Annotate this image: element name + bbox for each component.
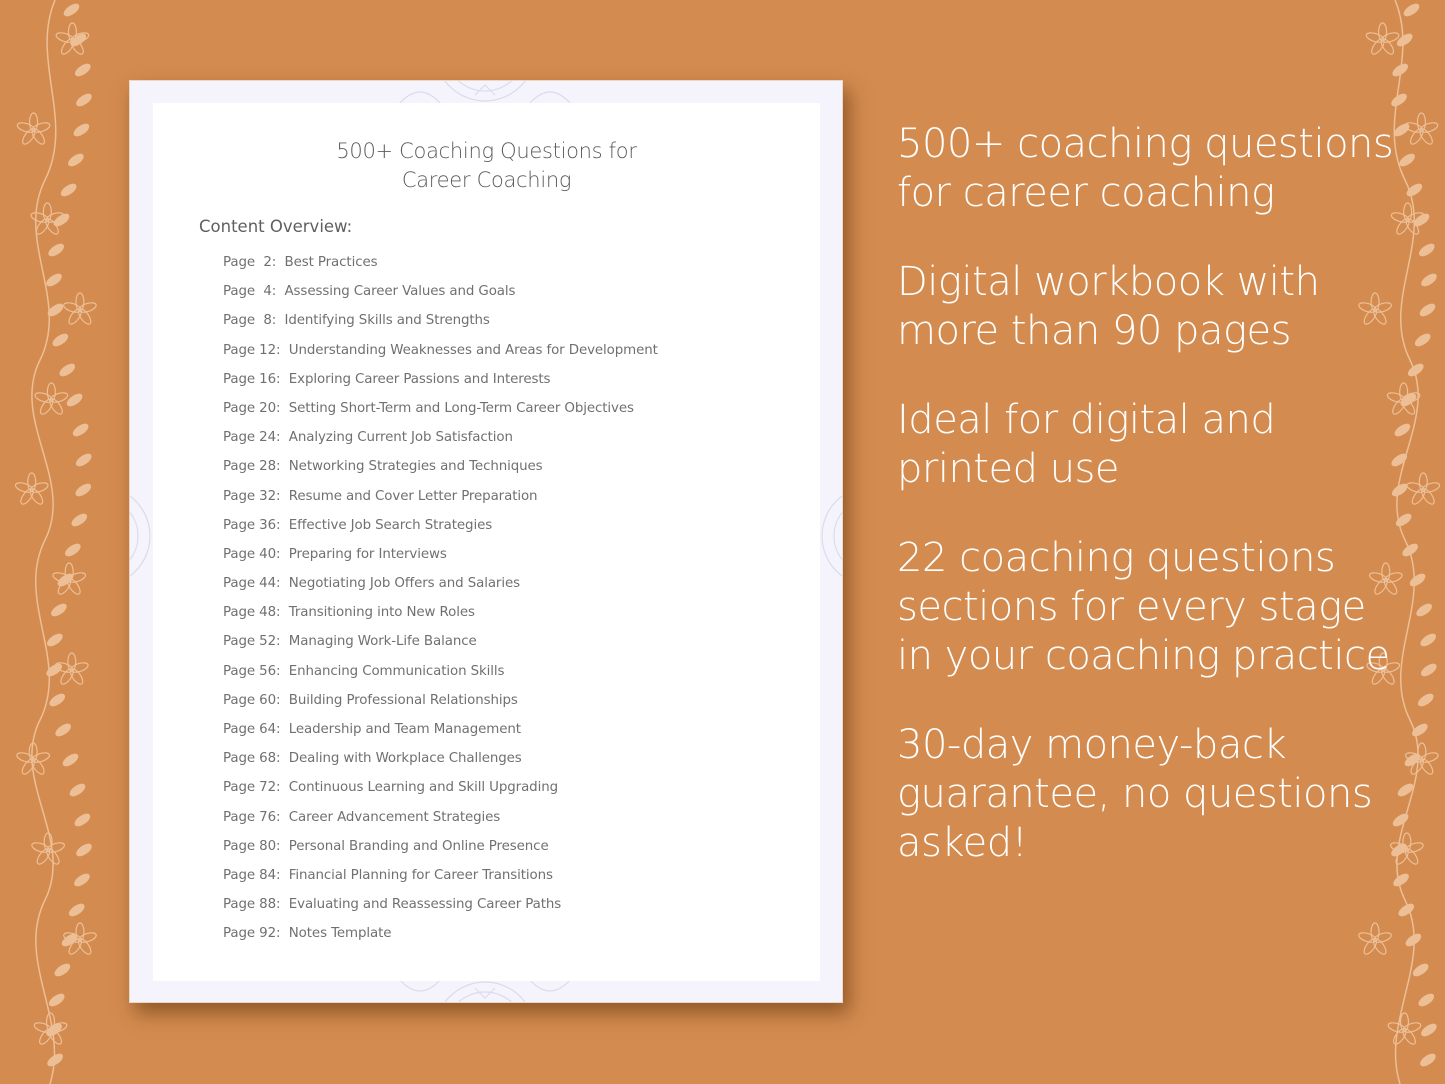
toc-page-number: Page 72: bbox=[223, 780, 281, 796]
toc-page-number: Page 84: bbox=[223, 867, 281, 883]
toc-item bbox=[223, 693, 658, 722]
toc-item bbox=[223, 664, 658, 693]
toc-page-number: Page 40: bbox=[223, 546, 281, 562]
toc-item bbox=[223, 547, 658, 576]
floral-vine-left-decoration bbox=[0, 0, 110, 1084]
toc-section-title: Career Advancement Strategies bbox=[288, 809, 501, 825]
toc-page-number: Page 12: bbox=[223, 342, 281, 358]
toc-page-number: Page 44: bbox=[223, 576, 281, 592]
toc-section-title: Evaluating and Reassessing Career Paths bbox=[288, 897, 562, 913]
mandala-left-decoration bbox=[130, 451, 152, 621]
toc-page-number: Page 8: bbox=[223, 313, 277, 329]
content-overview-label: Content Overview: bbox=[199, 217, 353, 236]
toc-item bbox=[223, 780, 658, 809]
toc-item bbox=[223, 284, 658, 313]
toc-section-title: Notes Template bbox=[288, 926, 392, 942]
toc-item bbox=[223, 868, 658, 897]
toc-section-title: Financial Planning for Career Transitions bbox=[288, 867, 553, 883]
toc-page-number: Page 48: bbox=[223, 605, 281, 621]
toc-page-number: Page 16: bbox=[223, 371, 281, 387]
toc-section-title: Managing Work-Life Balance bbox=[288, 634, 477, 650]
toc-section-title: Building Professional Relationships bbox=[288, 692, 518, 708]
toc-section-title: Dealing with Workplace Challenges bbox=[288, 751, 522, 767]
feature-item: Ideal for digital and printed use bbox=[897, 397, 1276, 492]
table-of-contents bbox=[223, 255, 658, 956]
toc-page-number: Page 60: bbox=[223, 692, 281, 708]
toc-page-number: Page 80: bbox=[223, 838, 281, 854]
toc-page-number: Page 68: bbox=[223, 751, 281, 767]
toc-item bbox=[223, 634, 658, 663]
toc-page-number: Page 20: bbox=[223, 400, 281, 416]
workbook-page-preview bbox=[129, 80, 843, 1003]
page-content bbox=[153, 103, 820, 981]
toc-section-title: Preparing for Interviews bbox=[288, 546, 447, 562]
toc-item bbox=[223, 897, 658, 926]
toc-section-title: Negotiating Job Offers and Salaries bbox=[288, 576, 520, 592]
mandala-right-decoration bbox=[820, 451, 842, 621]
toc-section-title: Continuous Learning and Skill Upgrading bbox=[288, 780, 558, 796]
toc-item bbox=[223, 722, 658, 751]
toc-section-title: Understanding Weaknesses and Areas for Development bbox=[288, 342, 658, 358]
feature-item: 30-day money-back guarantee, no questions asked! bbox=[897, 722, 1373, 866]
toc-section-title: Networking Strategies and Techniques bbox=[288, 459, 543, 475]
toc-section-title: Analyzing Current Job Satisfaction bbox=[288, 430, 513, 446]
toc-item bbox=[223, 810, 658, 839]
toc-page-number: Page 24: bbox=[223, 430, 281, 446]
toc-section-title: Assessing Career Values and Goals bbox=[284, 284, 516, 300]
toc-item bbox=[223, 489, 658, 518]
toc-item bbox=[223, 430, 658, 459]
toc-section-title: Leadership and Team Management bbox=[288, 722, 521, 737]
toc-page-number: Page 92: bbox=[223, 926, 281, 942]
toc-section-title: Exploring Career Passions and Interests bbox=[288, 371, 551, 387]
title-line-2: Career Coaching bbox=[401, 168, 572, 192]
toc-page-number: Page 28: bbox=[223, 459, 281, 475]
toc-item bbox=[223, 605, 658, 634]
toc-item bbox=[223, 926, 658, 955]
toc-section-title: Best Practices bbox=[284, 255, 378, 270]
feature-list bbox=[897, 120, 1397, 908]
toc-item bbox=[223, 518, 658, 547]
toc-item bbox=[223, 459, 658, 488]
toc-section-title: Enhancing Communication Skills bbox=[288, 663, 505, 679]
toc-section-title: Setting Short-Term and Long-Term Career Objectives bbox=[288, 400, 634, 416]
toc-page-number: Page 76: bbox=[223, 809, 281, 825]
toc-section-title: Personal Branding and Online Presence bbox=[288, 838, 549, 854]
toc-page-number: Page 88: bbox=[223, 897, 281, 913]
feature-item: Digital workbook with more than 90 pages bbox=[897, 259, 1320, 354]
toc-page-number: Page 32: bbox=[223, 488, 281, 504]
toc-item bbox=[223, 751, 658, 780]
feature-item: 22 coaching questions sections for every stage in your coaching practice bbox=[897, 535, 1390, 679]
toc-item bbox=[223, 372, 658, 401]
mandala-bottom-decoration bbox=[380, 980, 590, 1002]
toc-page-number: Page 4: bbox=[223, 284, 277, 300]
mandala-top-decoration bbox=[380, 81, 590, 103]
toc-section-title: Resume and Cover Letter Preparation bbox=[288, 488, 538, 504]
toc-item bbox=[223, 255, 658, 284]
toc-item bbox=[223, 839, 658, 868]
toc-item bbox=[223, 343, 658, 372]
feature-item: 500+ coaching questions for career coaching bbox=[897, 121, 1394, 216]
toc-item bbox=[223, 401, 658, 430]
toc-section-title: Effective Job Search Strategies bbox=[288, 517, 493, 533]
document-title bbox=[153, 137, 820, 195]
toc-page-number: Page 2: bbox=[223, 255, 277, 270]
toc-page-number: Page 56: bbox=[223, 663, 281, 679]
toc-section-title: Identifying Skills and Strengths bbox=[284, 313, 490, 329]
toc-item bbox=[223, 313, 658, 342]
toc-page-number: Page 52: bbox=[223, 634, 281, 650]
toc-item bbox=[223, 576, 658, 605]
toc-section-title: Transitioning into New Roles bbox=[288, 605, 475, 621]
title-line-1: 500+ Coaching Questions for bbox=[336, 139, 637, 163]
toc-page-number: Page 64: bbox=[223, 722, 281, 737]
toc-page-number: Page 36: bbox=[223, 517, 281, 533]
